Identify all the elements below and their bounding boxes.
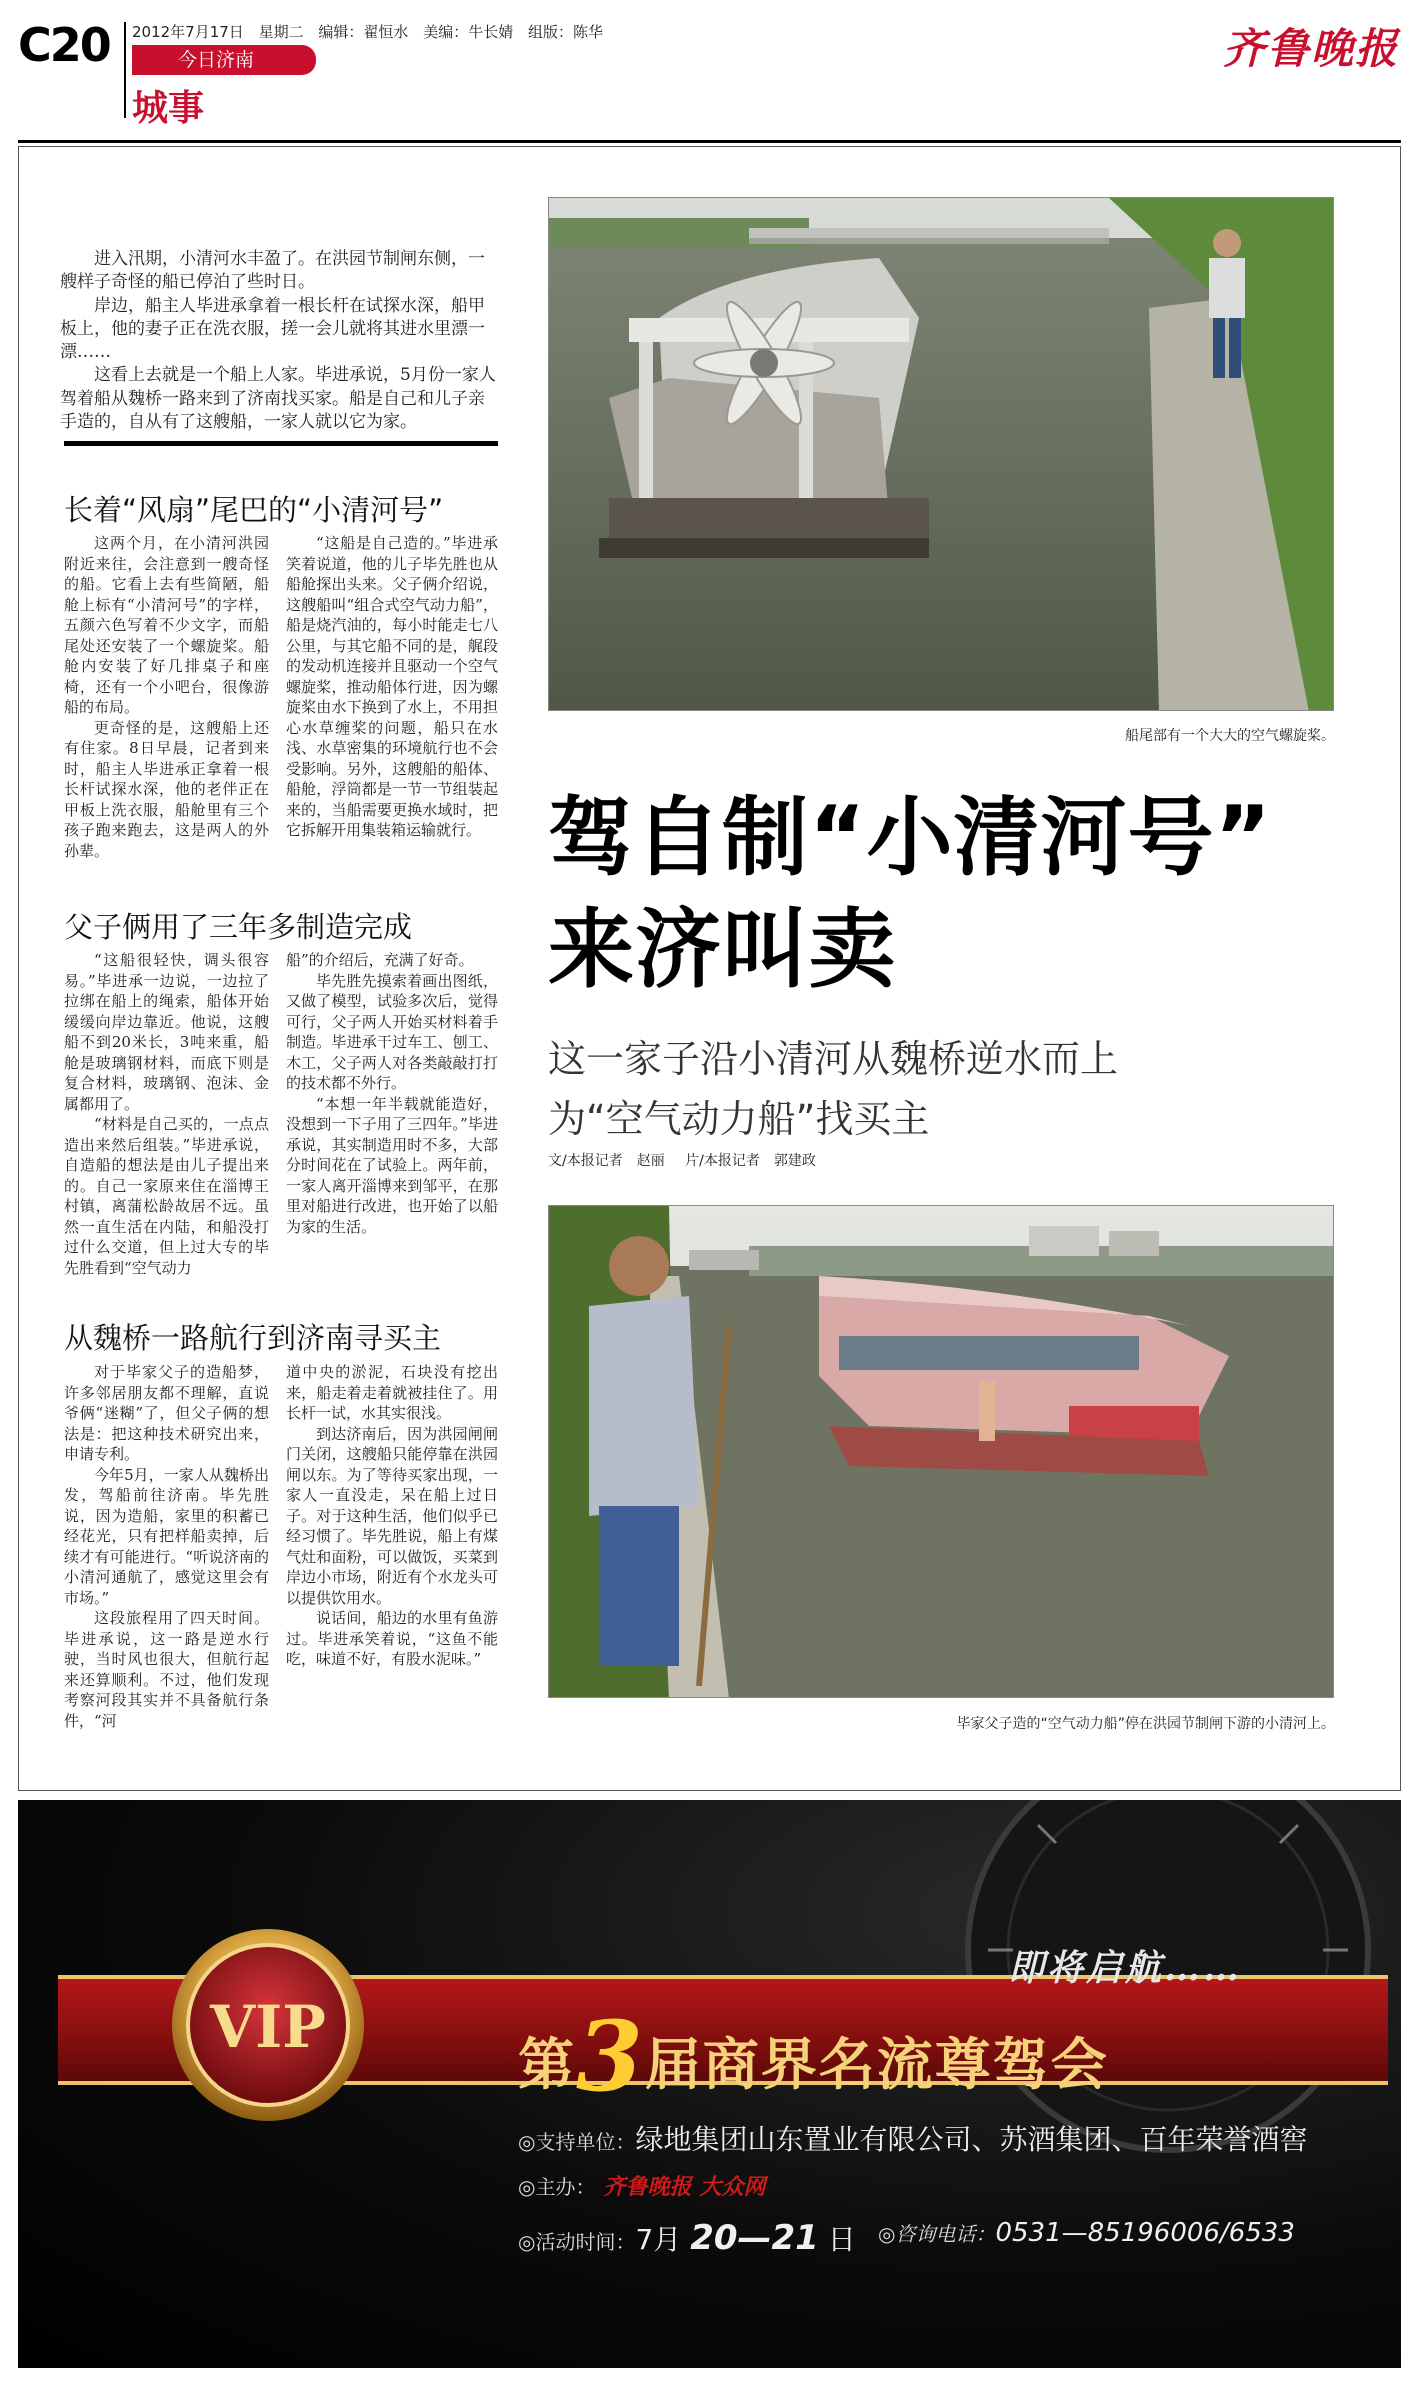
headline: 驾自制“小清河号” (548, 788, 1273, 888)
event-edition-number: 3 (576, 2000, 645, 2113)
coming-soon-text: 即将启航…… (1008, 1947, 1243, 1989)
supporters-value: 绿地集团山东置业有限公司、苏酒集团、百年荣誉酒窖 (635, 2123, 1308, 2156)
body-paragraph: 更奇怪的是，这艘船上还有住家。8日早晨，记者到来时，船主人毕进承正拿着一根长杆试探水深，他的老伴正在甲板上洗衣服，船舱里有三个孩子跑来跑去，这是两人的外孙辈。 (64, 718, 269, 860)
section-name: 城事 (132, 88, 205, 129)
lead-paragraph: 进入汛期，小清河水丰盈了。在洪园节制闸东侧，一艘样子奇怪的船已停泊了些时日。 (60, 249, 485, 293)
body-column (286, 533, 498, 869)
header-rule (18, 140, 1401, 143)
lead-divider (64, 441, 498, 446)
section-tag: 今日济南 (132, 45, 316, 75)
event-date-unit: 日 (827, 2223, 856, 2256)
event-date-label: ◎活动时间： (518, 2230, 636, 2254)
headline: 来济叫卖 (548, 900, 896, 1000)
body-column (286, 1362, 498, 1732)
boat-stern-photo (548, 197, 1334, 711)
body-paragraph: 今年5月，一家人从魏桥出发，驾船前往济南。毕先胜说，因为造船，家里的积蓄已经花光，只有把样船卖掉，后续才有可能进行。“听说济南的小清河通航了，感觉这里会有市场。” (64, 1465, 269, 1607)
article-lead (60, 248, 498, 434)
event-title-prefix: 第 (518, 2032, 576, 2098)
issue-date: 2012年7月17日 (132, 23, 244, 41)
body-paragraph: 道中央的淤泥，石块没有挖出来，船走着走着就被挂住了。用长杆一试，水其实很浅。 (286, 1363, 498, 1422)
supporters-label: ◎支持单位： (518, 2130, 636, 2154)
art-editor-credit: 美编：牛长婧 (423, 23, 514, 41)
body-column (286, 950, 498, 1290)
vip-badge-text: VIP (210, 1993, 326, 2061)
event-date-line (518, 2218, 856, 2258)
body-paragraph: “本想一年半载就能造好，没想到一下子用了三四年。”毕进承说，其实制造用时不多，大部分时间花在了试验上。两年前，一家人离开淄博来到邹平，在那里对船进行改进，也开始了以船为家的生活。 (286, 1094, 498, 1236)
body-column (64, 1362, 269, 1732)
organizer-label: ◎主办： (518, 2175, 596, 2199)
organizer-line (518, 2170, 765, 2201)
body-paragraph: 到达济南后，因为洪园闸闸门关闭，这艘船只能停靠在洪园闸以东。为了等待买家出现，一家人一直没走，呆在船上过日子。对于这种生活，他们似乎已经习惯了。毕先胜说，船上有煤气灶和面粉，可以做饭，买菜到岸边小市场，附近有个水龙头可以提供饮用水。 (286, 1424, 498, 1607)
body-paragraph: 这两个月，在小清河洪园附近来往，会注意到一艘奇怪的船。它看上去有些简陋，船舱上标有“小清河号”的字样，五颜六色写着不少文字，而船尾处还安装了一个螺旋桨。船舱内安装了好几排桌子和座椅，还有一个小吧台，很像游船的布局。 (64, 534, 269, 716)
header-divider (124, 22, 126, 118)
page-meta (132, 21, 613, 42)
byline (548, 1150, 832, 1170)
body-paragraph: 对于毕家父子的造船梦，许多邻居朋友都不理解，直说爷俩“迷糊”了，但父子俩的想法是：把这种技术研究出来，申请专利。 (64, 1363, 269, 1463)
subheading: 父子俩用了三年多制造完成 (64, 910, 413, 944)
layout-credit: 组版：陈华 (527, 23, 603, 41)
editor-credit: 编辑：翟恒水 (318, 23, 409, 41)
masthead-logo: 齐鲁晚报 (1222, 24, 1399, 73)
boat-owner-photo (548, 1205, 1334, 1698)
body-paragraph: 这段旅程用了四天时间。毕进承说，这一路是逆水行驶，当时风也很大，但航行起来还算顺利。不过，他们发现考察河段其实并不具备航行条件，“河 (64, 1609, 269, 1730)
lead-paragraph: 岸边，船主人毕进承拿着一根长杆在试探水深，船甲板上，他的妻子正在洗衣服，搓一会儿就将其进水里漂一漂…… (60, 295, 485, 363)
subheading: 长着“风扇”尾巴的“小清河号” (64, 493, 444, 527)
body-paragraph: “材料是自己买的，一点点造出来然后组装。”毕进承说，自造船的想法是由儿子提出来的。自己一家原来住在淄博王村镇，离蒲松龄故居不远。虽然一直生活在内陆，和船没打过什么交道，但上过大专的毕先胜看到“空气动力 (64, 1115, 269, 1277)
hotline-line (878, 2218, 1295, 2248)
boat-stern-illustration (549, 198, 1334, 711)
hotline-number: 0531—85196006/6533 (995, 2218, 1295, 2248)
event-advertisement (18, 1800, 1401, 2368)
byline-writer: 文/本报记者 赵丽 (548, 1153, 665, 1169)
byline-photographer: 片/本报记者 郭建政 (685, 1153, 816, 1169)
boat-owner-illustration (549, 1206, 1334, 1698)
event-title (518, 2000, 1109, 2113)
body-paragraph: “这船很轻快，调头很容易。”毕进承一边说，一边拉了拉绑在船上的绳索，船体开始缓缓向岸边靠近。他说，这艘船不到20米长，3吨来重，船舱是玻璃钢材料，而底下则是复合材料，玻璃钢、泡沫、金属都用了。 (64, 951, 269, 1113)
body-paragraph: “这船是自己造的。”毕进承笑着说道，他的儿子毕先胜也从船舱探出头来。父子俩介绍说，这艘船叫“组合式空气动力船”，船是烧汽油的，每小时能走七八公里，与其它船不同的是，艉段的发动机连接并且驱动一个空气螺旋桨，推动船体行进，因为螺旋桨由水下换到了水上，不用担心水草缠桨的问题，船只在水浅、水草密集的环境航行也不会受影响。另外，这艘船的船体、船舱，浮筒都是一节一节组装起来的，当船需要更换水域时，把它拆解开用集装箱运输就行。 (286, 534, 498, 839)
lead-paragraph: 这看上去就是一个船上人家。毕进承说，5月份一家人驾着船从魏桥一路来到了济南找买家。船是自己和儿子亲手造的，自从有了这艘船，一家人就以它为家。 (60, 365, 496, 433)
event-date-month: 7月 (635, 2223, 682, 2256)
event-title-suffix: 届商界名流尊驾会 (644, 2032, 1109, 2098)
deck-line: 这一家子沿小清河从魏桥逆水而上 (548, 1037, 1119, 1081)
body-paragraph: 说话间，船边的水里有鱼游过。毕进承笑着说，“这鱼不能吃，味道不好，有股水泥味。” (286, 1609, 498, 1668)
page-number: C20 (18, 18, 110, 72)
body-paragraph: 毕先胜先摸索着画出图纸，又做了模型，试验多次后，觉得可行，父子两人开始买材料着手制造。毕进承干过车工、刨工、木工，父子两人对各类敲敲打打的技术都不外行。 (286, 971, 498, 1092)
photo-caption: 船尾部有一个大大的空气螺旋桨。 (1125, 728, 1335, 744)
body-paragraph: 船”的介绍后，充满了好奇。 (286, 951, 474, 969)
issue-weekday: 星期二 (258, 23, 304, 41)
organizer-logo-2: 大众网 (699, 2174, 766, 2200)
body-column (64, 533, 269, 869)
vip-badge-icon (168, 1925, 368, 2125)
deck-line: 为“空气动力船”找买主 (548, 1097, 930, 1141)
supporters-line (518, 2118, 1307, 2158)
body-column (64, 950, 269, 1290)
hotline-label: ◎咨询电话： (878, 2222, 996, 2246)
event-date-days: 20—21 (690, 2218, 819, 2258)
photo-caption: 毕家父子造的“空气动力船”停在洪园节制闸下游的小清河上。 (956, 1716, 1335, 1732)
organizer-logo-1: 齐鲁晚报 (603, 2174, 692, 2200)
subheading: 从魏桥一路航行到济南寻买主 (64, 1321, 442, 1355)
